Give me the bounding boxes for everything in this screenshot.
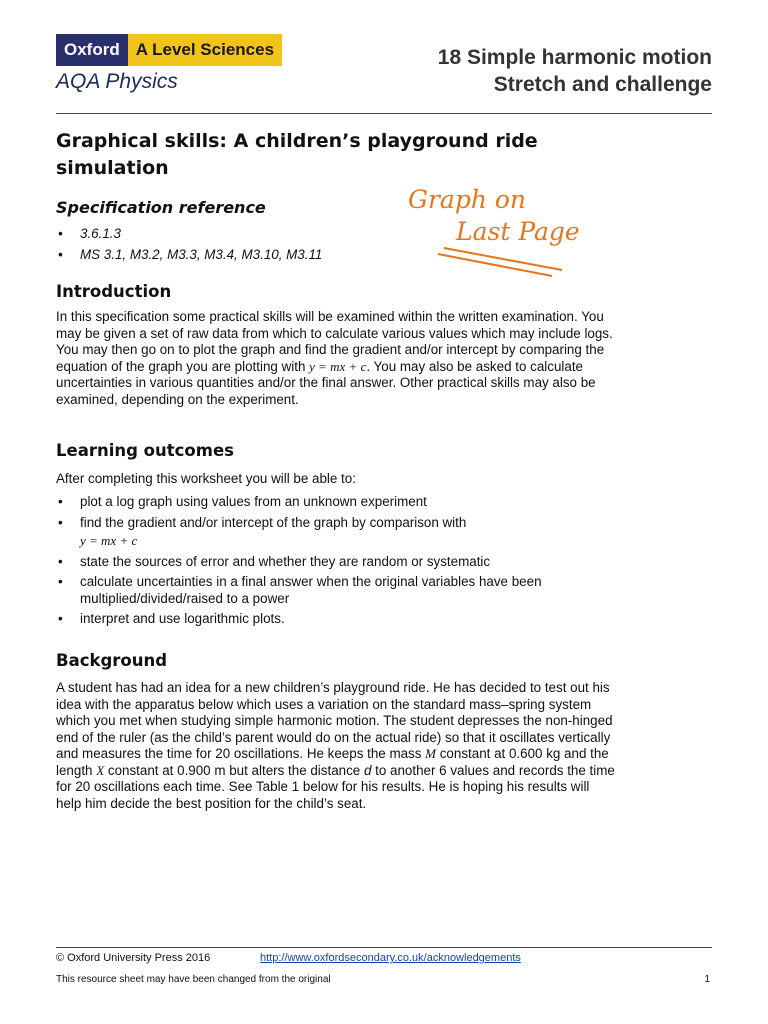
background-text: [56, 680, 616, 812]
spec-item: • 3.6.1.3: [56, 226, 616, 243]
introduction-heading: Introduction: [56, 282, 172, 301]
outcome-item: • interpret and use logarithmic plots.: [56, 611, 616, 628]
footer-copyright: © Oxford University Press 2016: [56, 952, 211, 964]
background-heading: Background: [56, 651, 168, 670]
learning-outcomes-list: [56, 494, 616, 632]
variable-d: d: [363, 762, 372, 778]
brand-oxford: Oxford: [56, 34, 128, 66]
intro-text-a: In this specification some practical skills will be examined within the written examination. You may be given a set of raw data from which to calculate various values which may include logs. You may then go on to plot the graph and find the gradient and/or intercept by comparing the equation of the graph you are plotting with: [56, 309, 613, 374]
handwritten-note-line-1: Graph on: [408, 185, 527, 214]
background-text-1: A student has had an idea for a new children’s playground ride. He has decided to test out his idea with the apparatus below which uses a variation on the standard mass–spring system which you met when studying simple harmonic motion. The student depresses the non-hinged end of the ruler (as the child’s parent would do on the actual ride) so that it oscillates vertically and measures the time for 20 oscillations. He keeps the mass: [56, 680, 613, 761]
background-text-4: to another 6 values and records the time for 20 oscillations each time. See Table 1 below for his results. He is hoping his results will help him decide the best position for the child’s seat.: [56, 762, 615, 811]
outcome-equation: y = mx + c: [80, 533, 138, 548]
acknowledgements-link[interactable]: http://www.oxfordsecondary.co.uk/acknowledgements: [260, 952, 521, 964]
spec-heading: Specification reference: [56, 198, 266, 217]
chapter-line-1: 18 Simple harmonic motion: [437, 46, 712, 69]
outcome-item: [56, 515, 616, 550]
footer-note: This resource sheet may have been changed from the original: [56, 974, 331, 985]
spec-item: • MS 3.1, M3.2, M3.3, M3.4, M3.10, M3.11: [56, 247, 616, 264]
footer-divider: [56, 947, 712, 948]
brand-logo: [56, 34, 282, 66]
intro-equation: y = mx + c: [309, 358, 367, 374]
page-title: Graphical skills: A children’s playground ride simulation: [56, 130, 538, 179]
subject-title: AQA Physics: [56, 70, 178, 93]
chapter-line-2: Stretch and challenge: [493, 73, 712, 96]
variable-X: X: [96, 762, 105, 778]
outcome-item: • plot a log graph using values from an unknown experiment: [56, 494, 616, 511]
outcome-item: • calculate uncertainties in a final answer when the original variables have been multiplied/divided/raised to a power: [56, 574, 616, 607]
header-divider: [56, 113, 712, 114]
chapter-heading: [438, 44, 712, 98]
variable-M: M: [425, 746, 437, 761]
outcome-item: • state the sources of error and whether they are random or systematic: [56, 554, 616, 571]
background-text-2: constant at 0.600 kg and the length: [56, 746, 609, 778]
introduction-text: [56, 309, 616, 408]
learning-outcomes-intro: After completing this worksheet you will be able to:: [56, 471, 356, 486]
outcome-item-text: find the gradient and/or intercept of the graph by comparison with: [80, 514, 467, 530]
background-text-3: constant at 0.900 m but alters the distance: [104, 762, 364, 778]
handwritten-note-line-2: Last Page: [456, 217, 580, 246]
learning-outcomes-heading: Learning outcomes: [56, 441, 234, 460]
brand-alevel: A Level Sciences: [128, 34, 282, 66]
page-number: 1: [704, 974, 710, 985]
intro-text-b: . You may also be asked to calculate uncertainties in various quantities and/or the final answer. Other practical skills may also be examined, depending on the experiment.: [56, 358, 596, 407]
spec-list: [56, 226, 616, 267]
